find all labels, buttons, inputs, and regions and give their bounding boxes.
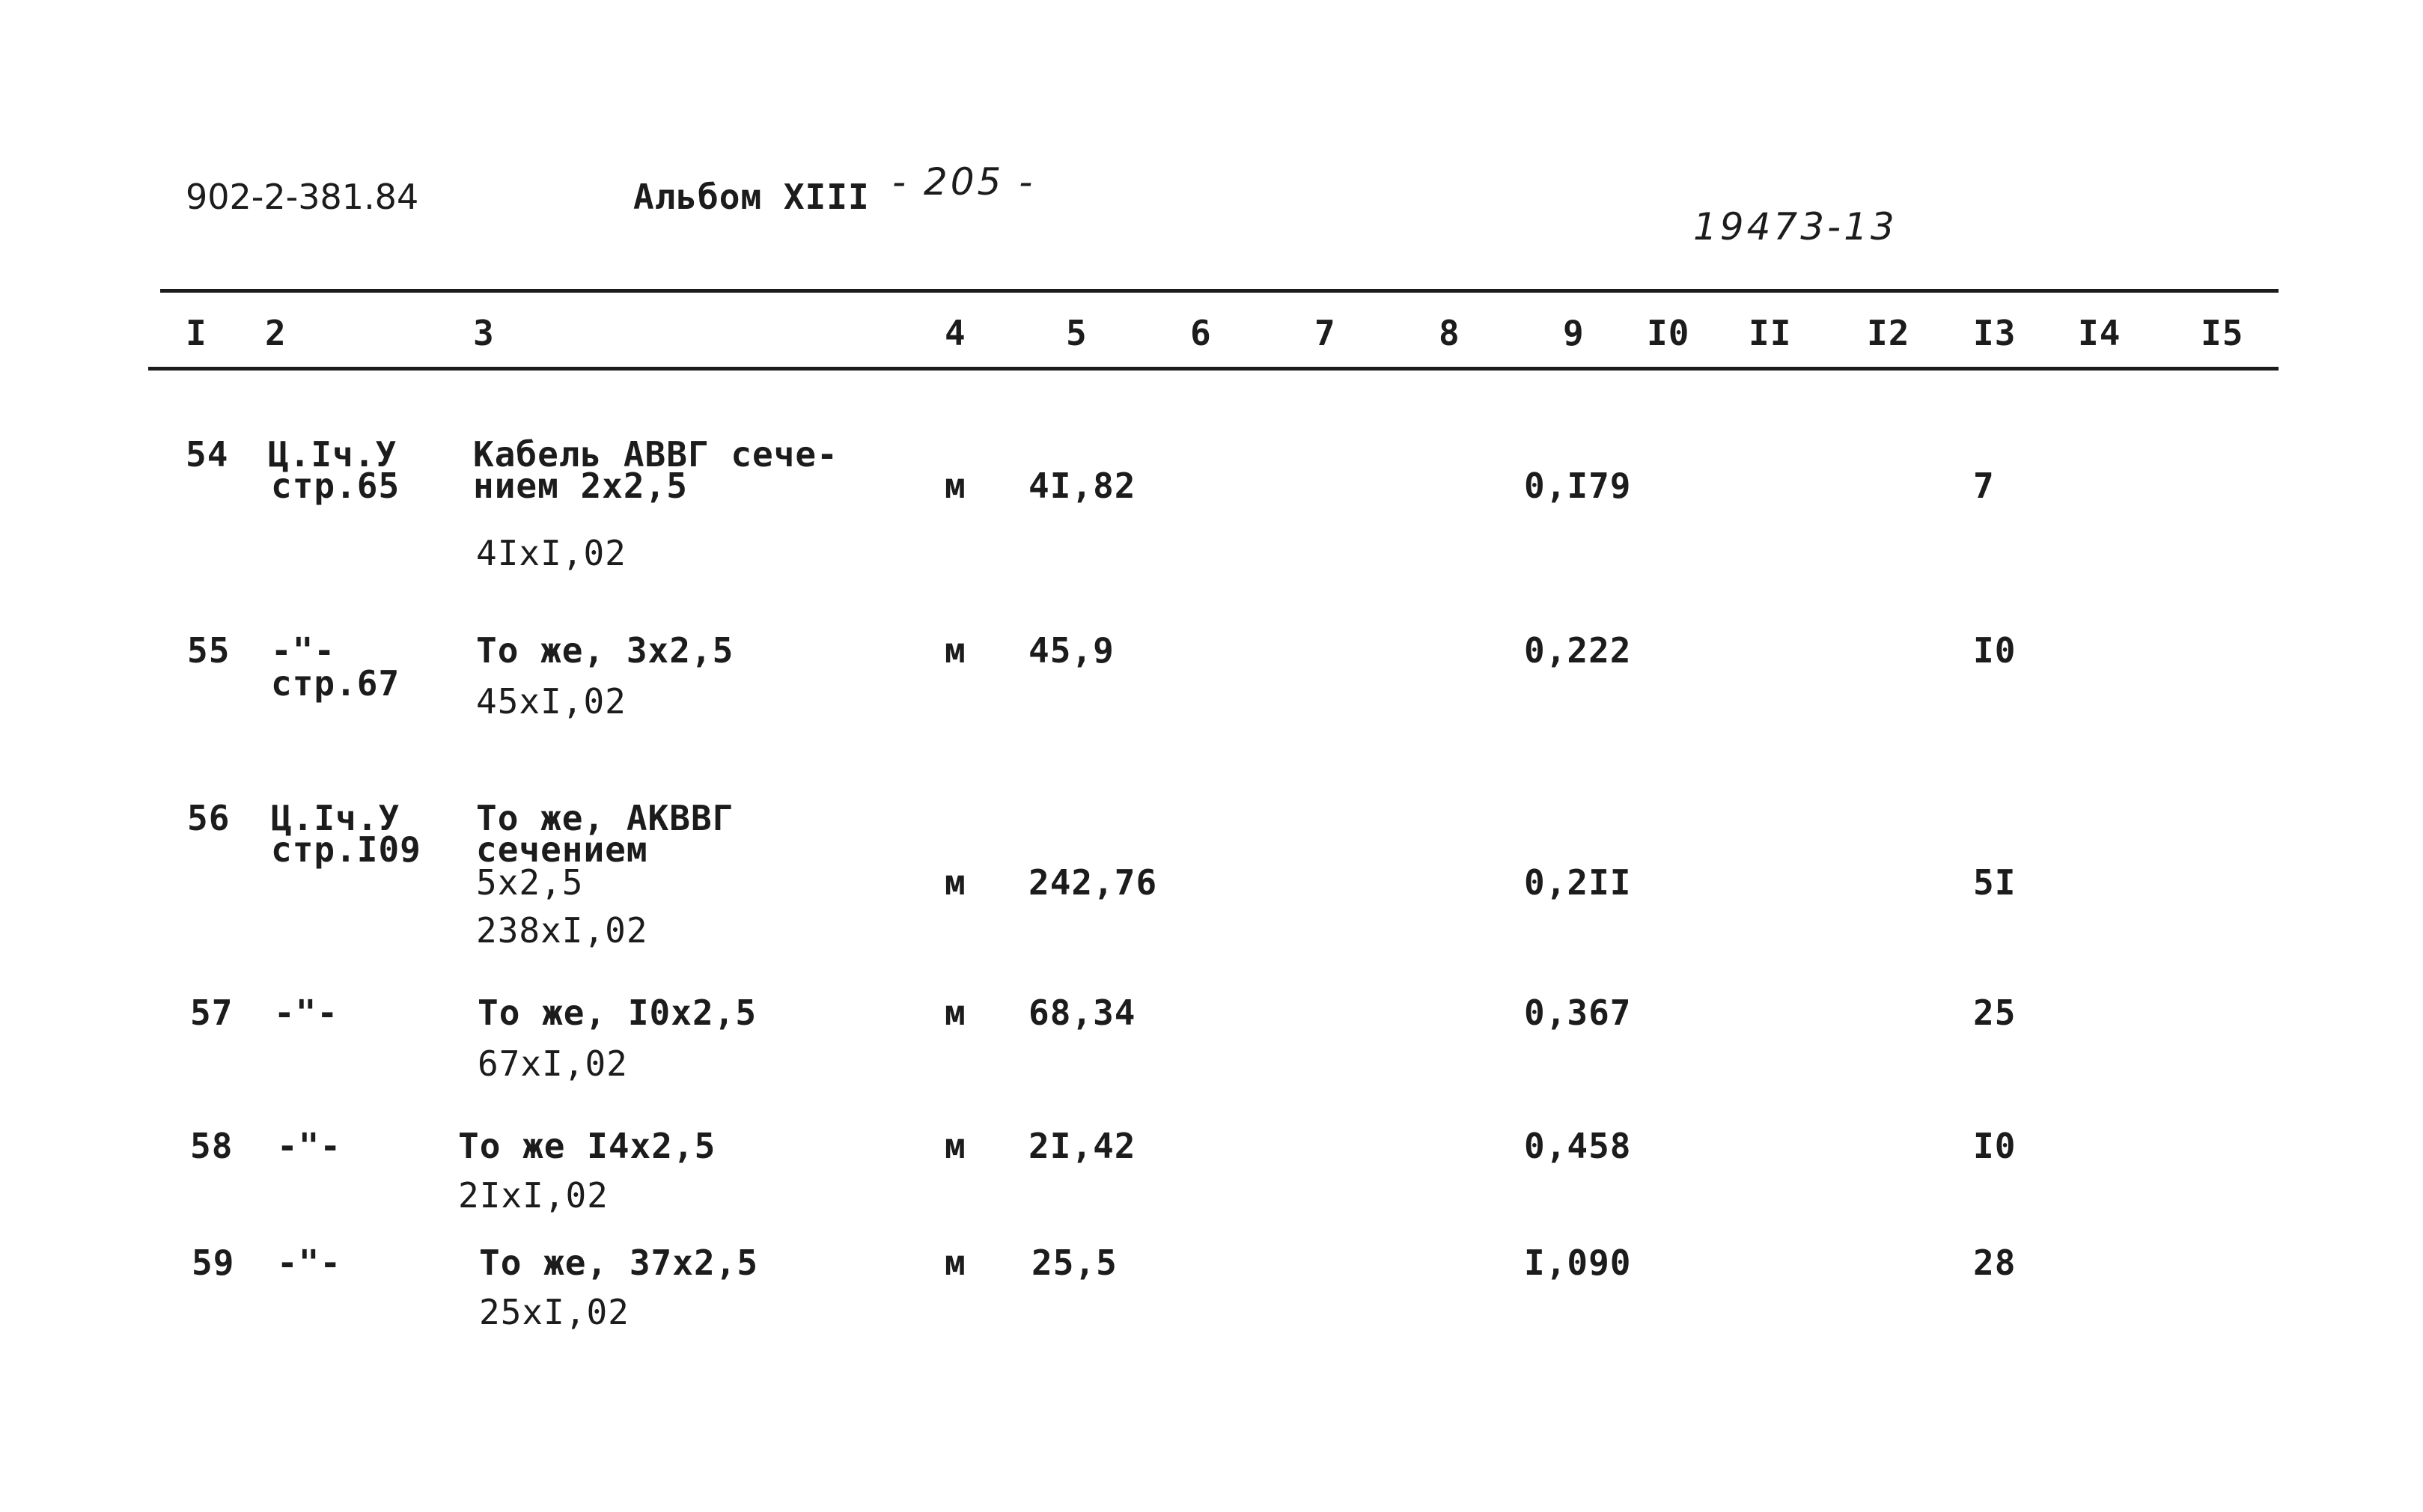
column-header: 3 (473, 313, 495, 353)
row-column-9: 0,2II (1524, 862, 1632, 903)
row-column-9: 0,367 (1524, 993, 1632, 1033)
column-header: 5 (1066, 313, 1088, 353)
album-label: Альбом XIII (633, 177, 870, 217)
row-calculation: 67хI,02 (478, 1043, 628, 1084)
column-header: 8 (1439, 313, 1460, 353)
row-calculation: 25хI,02 (479, 1292, 630, 1332)
row-reference: Ц.Iч.У (268, 434, 397, 475)
row-unit: м (945, 466, 966, 506)
row-column-9: 0,I79 (1524, 466, 1632, 506)
row-description: То же, АКВВГ (476, 798, 734, 838)
document-number: 19473-13 (1693, 205, 1898, 249)
row-unit: м (945, 993, 966, 1033)
row-column-13: 25 (1973, 993, 2017, 1033)
row-column-9: 0,222 (1524, 630, 1632, 671)
column-header: I0 (1647, 313, 1690, 353)
row-description: сечением (476, 829, 648, 870)
row-calculation: 238хI,02 (476, 910, 648, 951)
row-description: То же I4х2,5 (458, 1126, 716, 1166)
column-header: 6 (1190, 313, 1212, 353)
page-number: - 205 - (892, 160, 1036, 204)
row-reference: -"- (277, 1126, 342, 1166)
row-unit: м (945, 862, 966, 903)
row-number: 54 (186, 434, 229, 475)
row-column-13: 5I (1973, 862, 2017, 903)
row-reference: стр.65 (271, 466, 400, 506)
row-number: 57 (190, 993, 234, 1033)
row-description: То же, 37х2,5 (479, 1243, 759, 1283)
row-description: То же, I0х2,5 (478, 993, 758, 1033)
row-number: 58 (190, 1126, 234, 1166)
row-quantity: 68,34 (1028, 993, 1136, 1033)
row-quantity: 45,9 (1028, 630, 1115, 671)
row-calculation: 2IхI,02 (458, 1175, 609, 1216)
table-top-rule (160, 289, 2279, 293)
row-reference: -"- (271, 630, 336, 671)
column-header: 9 (1563, 313, 1585, 353)
project-code: 902-2-381.84 (186, 177, 419, 217)
row-column-13: 7 (1973, 466, 1995, 506)
column-header: 7 (1314, 313, 1336, 353)
column-header: 4 (945, 313, 966, 353)
row-column-13: I0 (1973, 1126, 2017, 1166)
row-reference: -"- (274, 993, 339, 1033)
row-calculation: 45хI,02 (476, 681, 627, 722)
row-number: 59 (192, 1243, 235, 1283)
row-quantity: 25,5 (1031, 1243, 1118, 1283)
row-description: 5х2,5 (476, 862, 584, 903)
column-header: I3 (1973, 313, 2017, 353)
row-reference: стр.67 (271, 663, 400, 704)
row-reference: Ц.Iч.У (271, 798, 400, 838)
row-calculation: 4IхI,02 (476, 533, 627, 573)
column-header: II (1749, 313, 1792, 353)
row-description: То же, 3х2,5 (476, 630, 734, 671)
row-quantity: 4I,82 (1028, 466, 1136, 506)
row-column-9: I,090 (1524, 1243, 1632, 1283)
row-column-13: I0 (1973, 630, 2017, 671)
row-column-13: 28 (1973, 1243, 2017, 1283)
row-quantity: 242,76 (1028, 862, 1158, 903)
column-header: 2 (265, 313, 287, 353)
row-unit: м (945, 1126, 966, 1166)
column-header: I (186, 313, 207, 353)
row-number: 56 (187, 798, 231, 838)
column-header: I2 (1867, 313, 1910, 353)
row-reference: стр.I09 (271, 829, 421, 870)
row-quantity: 2I,42 (1028, 1126, 1136, 1166)
column-header: I4 (2078, 313, 2121, 353)
row-number: 55 (187, 630, 231, 671)
row-unit: м (945, 1243, 966, 1283)
row-unit: м (945, 630, 966, 671)
row-description: Кабель АВВГ сече- (473, 434, 838, 475)
row-column-9: 0,458 (1524, 1126, 1632, 1166)
row-reference: -"- (277, 1243, 342, 1283)
table-header-rule (148, 367, 2279, 371)
column-header: I5 (2201, 313, 2244, 353)
row-description: нием 2х2,5 (473, 466, 688, 506)
